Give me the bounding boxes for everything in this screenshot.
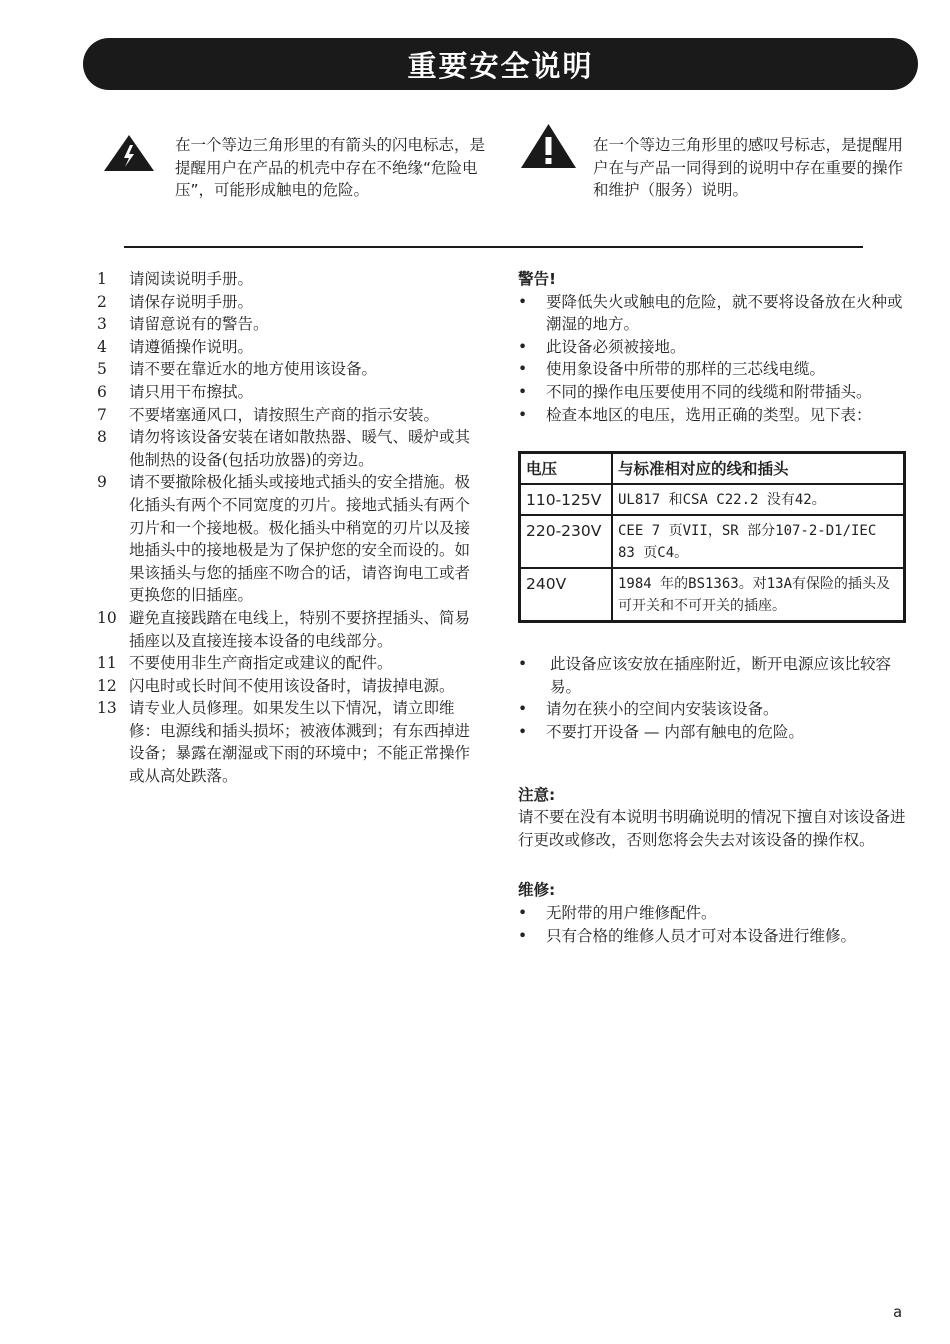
bullet-mark: • xyxy=(518,926,528,945)
item-number: 6 xyxy=(97,382,107,401)
bullet-mark: • xyxy=(518,722,528,741)
list-item xyxy=(97,336,482,359)
extra-item xyxy=(518,653,908,698)
table-row xyxy=(520,568,905,622)
item-text: 请只用干布擦拭。 xyxy=(129,382,254,401)
warning-item-text: 检查本地区的电压，选用正确的类型。见下表： xyxy=(546,405,872,424)
list-item xyxy=(97,404,482,427)
exclamation-notice-text: 在一个等边三角形里的感叹号标志，是提醒用户在与产品一同得到的说明中存在重要的操作和维护（服务）说明。 xyxy=(593,136,904,199)
item-text: 避免直接践踏在电线上，特别不要挤捏插头、简易插座以及直接连接本设备的电线部分。 xyxy=(129,608,471,650)
extra-item-text: 请勿在狭小的空间内安装该设备。 xyxy=(546,700,779,719)
warning-item-text: 要降低失火或触电的危险，就不要将设备放在火种或潮湿的地方。 xyxy=(546,292,903,334)
voltage-column-header: 电压 xyxy=(520,453,613,485)
bullet-mark: • xyxy=(518,655,528,674)
item-number: 12 xyxy=(97,676,117,695)
list-item xyxy=(97,358,482,381)
item-number: 7 xyxy=(97,405,107,424)
item-text: 请保存说明手册。 xyxy=(129,292,254,311)
voltage-table xyxy=(518,451,906,623)
item-text: 不要使用非生产商指定或建议的配件。 xyxy=(129,654,393,673)
item-number: 4 xyxy=(97,337,107,356)
bullet-mark: • xyxy=(518,382,528,401)
list-item xyxy=(97,607,482,652)
item-number: 3 xyxy=(97,315,107,334)
warning-item-text: 此设备必须被接地。 xyxy=(546,337,686,356)
item-text: 请阅读说明手册。 xyxy=(129,270,254,288)
warning-item xyxy=(518,381,908,404)
exclamation-notice xyxy=(520,123,915,202)
warning-item-text: 不同的操作电压要使用不同的线缆和附带插头。 xyxy=(546,382,872,401)
plug-column-header: 与标准相对应的线和插头 xyxy=(612,453,905,485)
list-item xyxy=(97,426,482,471)
caution-heading: 注意: xyxy=(518,785,556,804)
bullet-mark: • xyxy=(518,360,528,379)
extra-items xyxy=(518,653,908,743)
item-text: 闪电时或长时间不使用该设备时，请拔掉电源。 xyxy=(129,676,455,695)
service-item xyxy=(518,925,908,948)
warning-item-text: 使用象设备中所带的那样的三芯线电缆。 xyxy=(546,360,826,379)
exclamation-warning-icon xyxy=(520,123,577,169)
warning-item xyxy=(518,404,908,427)
list-item xyxy=(97,471,482,607)
page-number: a xyxy=(892,1303,902,1321)
caution-section xyxy=(518,784,908,852)
right-column xyxy=(518,268,908,947)
divider-line xyxy=(124,246,863,248)
item-text: 请遵循操作说明。 xyxy=(129,337,254,356)
item-number: 9 xyxy=(97,473,107,492)
warning-heading: 警告! xyxy=(518,270,557,288)
item-text: 请专业人员修理。如果发生以下情况，请立即维修：电源线和插头损坏；被液体溅到；有东西掉进设备；暴露在潮湿或下雨的环境中；不能正常操作或从高处跌落。 xyxy=(129,699,471,786)
bullet-mark: • xyxy=(518,405,528,424)
bullet-mark: • xyxy=(518,337,528,356)
lightning-notice xyxy=(103,134,488,202)
list-item xyxy=(97,652,482,675)
item-text: 请勿将该设备安装在诸如散热器、暖气、暖炉或其他制热的设备(包括功放器)的旁边。 xyxy=(129,428,471,469)
list-item xyxy=(97,268,482,291)
extra-item xyxy=(518,698,908,721)
list-item xyxy=(97,313,482,336)
service-item xyxy=(518,902,908,925)
service-section xyxy=(518,879,908,947)
table-row xyxy=(520,515,905,568)
item-text: 请不要在靠近水的地方使用该设备。 xyxy=(129,360,378,379)
voltage-cell: 240V xyxy=(520,568,613,622)
voltage-cell: 220-230V xyxy=(520,515,613,568)
plug-cell: UL817 和CSA C22.2 没有42。 xyxy=(612,484,905,515)
caution-text: 请不要在没有本说明书明确说明的情况下擅自对该设备进行更改或修改，否则您将会失去对该设备的操作权。 xyxy=(518,808,906,849)
service-item-text: 无附带的用户维修配件。 xyxy=(546,903,717,922)
list-item xyxy=(97,675,482,698)
table-row xyxy=(520,484,905,515)
item-number: 10 xyxy=(97,608,117,627)
plug-cell: CEE 7 页VII，SR 部分107-2-D1/IEC 83 页C4。 xyxy=(612,515,905,568)
lightning-notice-text: 在一个等边三角形里的有箭头的闪电标志，是提醒用户在产品的机壳中存在不绝缘“危险电压”，可能形成触电的危险。 xyxy=(175,136,486,199)
list-item xyxy=(97,291,482,314)
item-text: 请不要撤除极化插头或接地式插头的安全措施。极化插头有两个不同宽度的刃片。接地式插头有两个刃片和一个接地极。极化插头中稍宽的刃片以及接地插头中的接地极是为了保护您的安全而设的。如果该插头与您的插座不吻合的话，请咨询电工或者更换您的旧插座。 xyxy=(129,473,471,605)
page-title: 重要安全说明 xyxy=(407,48,594,83)
warning-item xyxy=(518,336,908,359)
instruction-list xyxy=(97,268,482,788)
warning-item xyxy=(518,291,908,336)
bullet-mark: • xyxy=(518,292,528,311)
service-heading: 维修: xyxy=(518,881,556,900)
item-text: 请留意说有的警告。 xyxy=(129,315,269,334)
item-text: 不要堵塞通风口，请按照生产商的指示安装。 xyxy=(129,405,440,424)
bullet-mark: • xyxy=(518,903,528,922)
item-number: 5 xyxy=(97,360,107,379)
item-number: 13 xyxy=(97,699,117,718)
lightning-warning-icon xyxy=(103,134,155,172)
bullet-mark: • xyxy=(518,700,528,719)
voltage-cell: 110-125V xyxy=(520,484,613,515)
item-number: 1 xyxy=(97,270,107,288)
list-item xyxy=(97,697,482,787)
warning-item xyxy=(518,358,908,381)
item-number: 8 xyxy=(97,428,107,447)
extra-item-text: 此设备应该安放在插座附近，断开电源应该比较容易。 xyxy=(550,655,892,696)
plug-cell: 1984 年的BS1363。对13A有保险的插头及可开关和不可开关的插座。 xyxy=(612,568,905,622)
extra-item xyxy=(518,721,908,744)
item-number: 2 xyxy=(97,292,107,311)
title-banner xyxy=(83,38,918,90)
extra-item-text: 不要打开设备 — 内部有触电的危险。 xyxy=(546,722,804,741)
item-number: 11 xyxy=(97,654,117,673)
service-item-text: 只有合格的维修人员才可对本设备进行维修。 xyxy=(546,926,857,945)
table-header-row xyxy=(520,453,905,485)
list-item xyxy=(97,381,482,404)
